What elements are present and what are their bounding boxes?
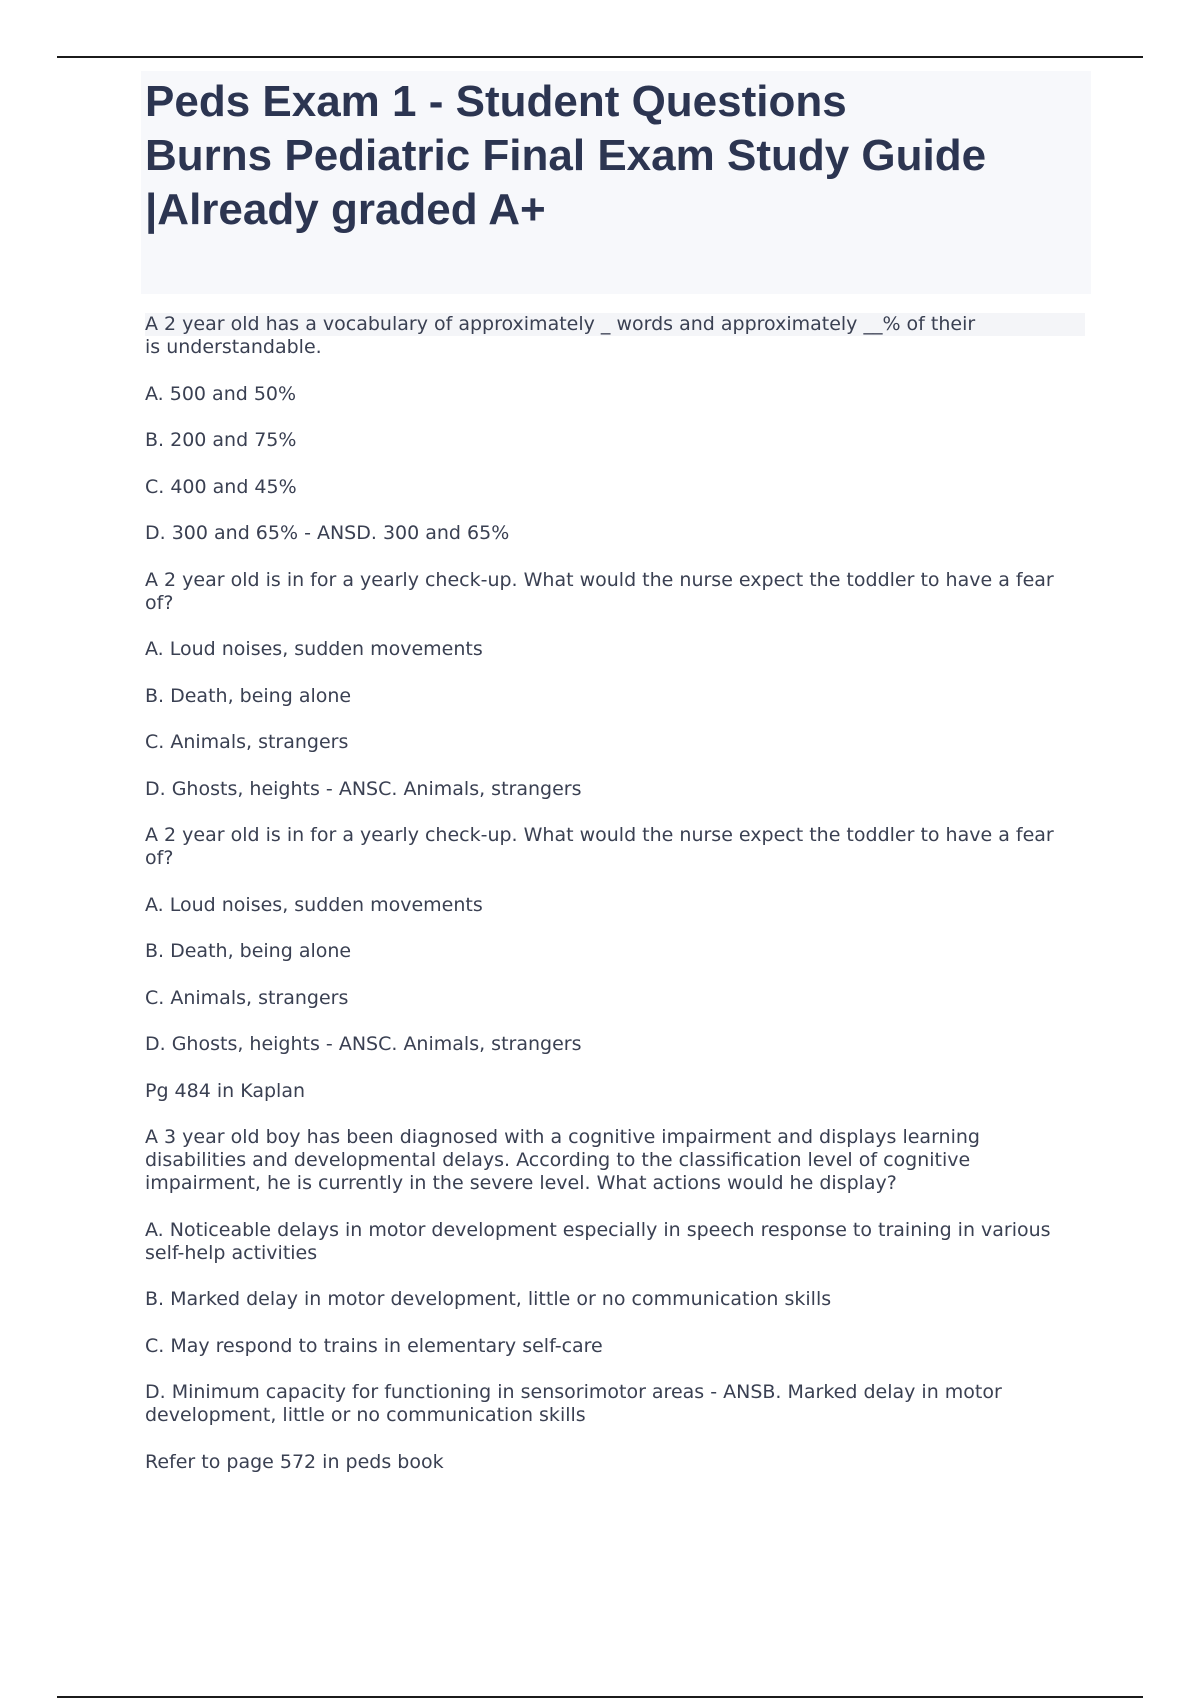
question-4-option-b: B. Marked delay in motor development, little or no communication skills: [145, 1288, 832, 1310]
question-1-option-b: B. 200 and 75%: [145, 429, 297, 451]
question-4-option-c: C. May respond to trains in elementary self-care: [145, 1334, 603, 1357]
document-title: [141, 71, 1091, 237]
question-4-stem: A 3 year old boy has been diagnosed with a cognitive impairment and displays learning disabilities and developmental delays. According to the classification level of cognitive impairment, he is currently in the severe level. What actions would he display?: [145, 1126, 980, 1194]
question-1-option-a: A. 500 and 50%: [145, 382, 297, 405]
question-2-option-b: B. Death, being alone: [145, 684, 352, 707]
question-2-option-c: C. Animals, strangers: [145, 731, 349, 753]
question-4-option-d: D. Minimum capacity for functioning in sensorimotor areas - ANSB. Marked delay in motor development, little or no communication skills: [145, 1381, 1002, 1426]
question-1-option-c: C. 400 and 45%: [145, 475, 297, 498]
question-3-option-b: B. Death, being alone: [145, 940, 352, 962]
title-block: [141, 71, 1091, 294]
bottom-rule: [57, 1696, 1143, 1698]
title-line-2: Burns Pediatric Final Exam Study Guide: [145, 131, 987, 180]
question-1-stem-line-1: A 2 year old has a vocabulary of approximately _ words and approximately __% of their: [145, 313, 1085, 336]
document-body: [145, 313, 1085, 1497]
question-3-stem: A 2 year old is in for a yearly check-up. What would the nurse expect the toddler to have a fear of?: [145, 824, 1054, 869]
question-1-option-d: D. 300 and 65% - ANSD. 300 and 65%: [145, 522, 510, 544]
top-rule: [57, 56, 1143, 58]
question-2-option-d: D. Ghosts, heights - ANSC. Animals, strangers: [145, 777, 582, 800]
question-3-option-d: D. Ghosts, heights - ANSC. Animals, strangers: [145, 1033, 582, 1055]
question-2-stem: A 2 year old is in for a yearly check-up. What would the nurse expect the toddler to have a fear of?: [145, 568, 1054, 614]
title-line-3: |Already graded A+: [145, 185, 546, 234]
question-1-stem: [145, 313, 1085, 359]
question-3-option-c: C. Animals, strangers: [145, 986, 349, 1009]
question-2-option-a: A. Loud noises, sudden movements: [145, 638, 483, 660]
question-4-option-a: A. Noticeable delays in motor development especially in speech response to training in various self-help activities: [145, 1218, 1051, 1264]
question-4-reference: Refer to page 572 in peds book: [145, 1450, 444, 1473]
question-3-reference: Pg 484 in Kaplan: [145, 1079, 306, 1102]
question-1-stem-line-2: is understandable.: [145, 336, 322, 358]
title-line-1: Peds Exam 1 - Student Questions: [145, 77, 847, 126]
question-3-option-a: A. Loud noises, sudden movements: [145, 893, 483, 916]
